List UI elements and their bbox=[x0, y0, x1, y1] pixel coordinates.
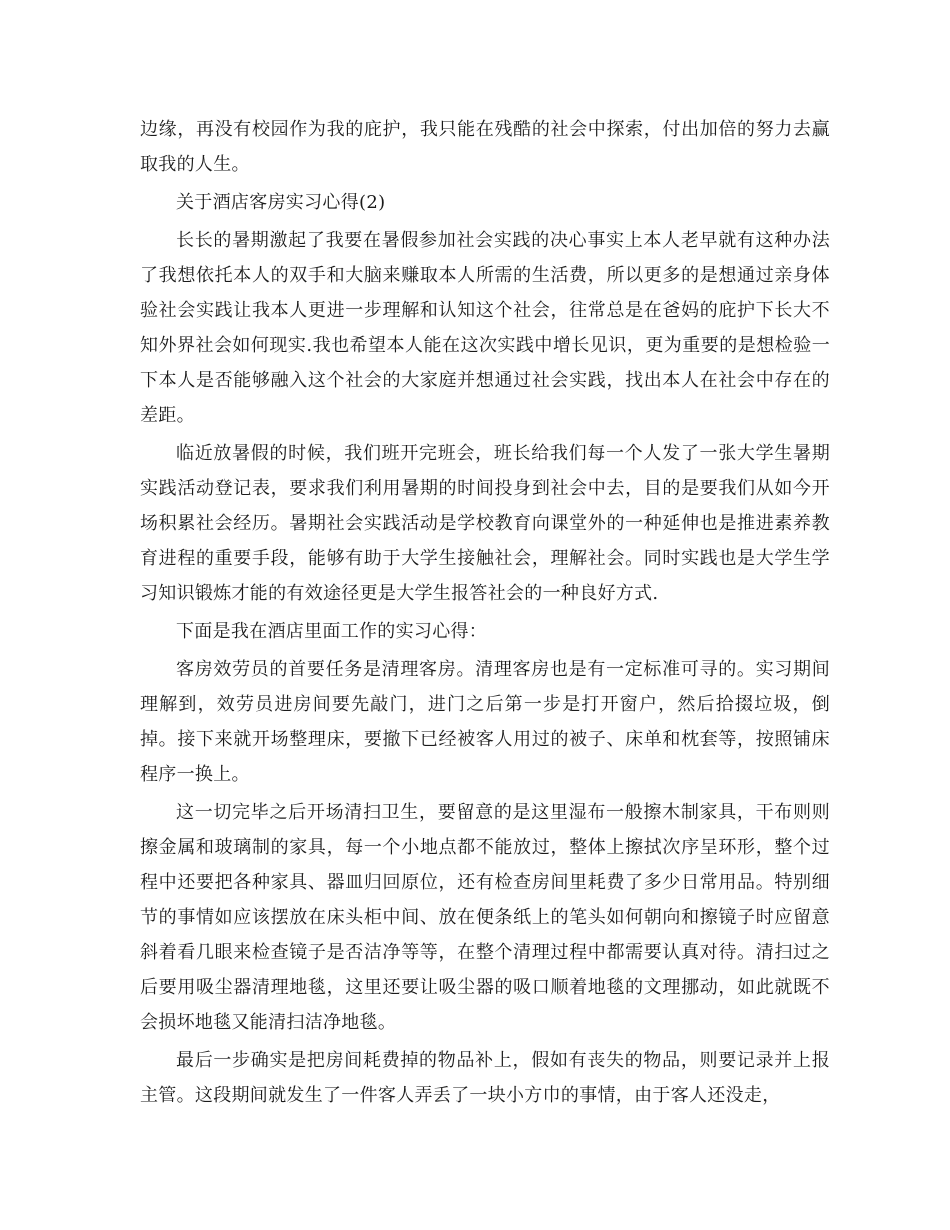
document-page bbox=[140, 112, 830, 1113]
section-title: 关于酒店客房实习心得(2) bbox=[176, 192, 386, 213]
paragraph: 长长的暑期激起了我要在暑假参加社会实践的决心事实上本人老早就有这种办法了我想依托本人的双手和大脑来赚取本人所需的生活费，所以更多的是想通过亲身体验社会实践让我本人更进一步理解和认知这个社会，往常总是在爸妈的庇护下长大不知外界社会如何现实.我也希望本人能在这次实践中增长见识，更为重要的是想检验一下本人是否能够融入这个社会的大家庭并想通过社会实践，找出本人在社会中存在的差距。 bbox=[140, 230, 830, 426]
paragraph: 下面是我在酒店里面工作的实习心得： bbox=[176, 621, 488, 642]
paragraph: 临近放暑假的时候，我们班开完班会，班长给我们每一个人发了一张大学生暑期实践活动登记表，要求我们利用暑期的时间投身到社会中去，目的是要我们从如今开场积累社会经历。暑期社会实践活动是学校教育向课堂外的一种延伸也是推进素养教育进程的重要手段，能够有助于大学生接触社会，理解社会。同时实践也是大学生学习知识锻炼才能的有效途径更是大学生报答社会的一种良好方式. bbox=[140, 443, 830, 604]
paragraph: 客房效劳员的首要任务是清理客房。清理客房也是有一定标准可寻的。实习期间理解到，效劳员进房间要先敲门，进门之后第一步是打开窗户，然后拾掇垃圾，倒掉。接下来就开场整理床，要撤下已经被客人用过的被子、床单和枕套等，按照铺床程序一换上。 bbox=[140, 659, 830, 785]
paragraph: 最后一步确实是把房间耗费掉的物品补上，假如有丧失的物品，则要记录并上报主管。这段期间就发生了一件客人弄丢了一块小方巾的事情，由于客人还没走， bbox=[140, 1050, 830, 1106]
paragraph-continuation: 边缘，再没有校园作为我的庇护，我只能在残酷的社会中探索，付出加倍的努力去赢取我的人生。 bbox=[140, 119, 830, 175]
paragraph: 这一切完毕之后开场清扫卫生，要留意的是这里湿布一般擦木制家具，干布则则擦金属和玻璃制的家具，每一个小地点都不能放过，整体上擦拭次序呈环形，整个过程中还要把各种家具、器皿归回原位，还有检查房间里耗费了多少日常用品。特别细节的事情如应该摆放在床头柜中间、放在便条纸上的笔头如何朝向和擦镜子时应留意斜着看几眼来检查镜子是否洁净等等，在整个清理过程中都需要认真对待。清扫过之后要用吸尘器清理地毯，这里还要让吸尘器的吸口顺着地毯的文理挪动，如此就既不会损坏地毯又能清扫洁净地毯。 bbox=[140, 802, 830, 1033]
